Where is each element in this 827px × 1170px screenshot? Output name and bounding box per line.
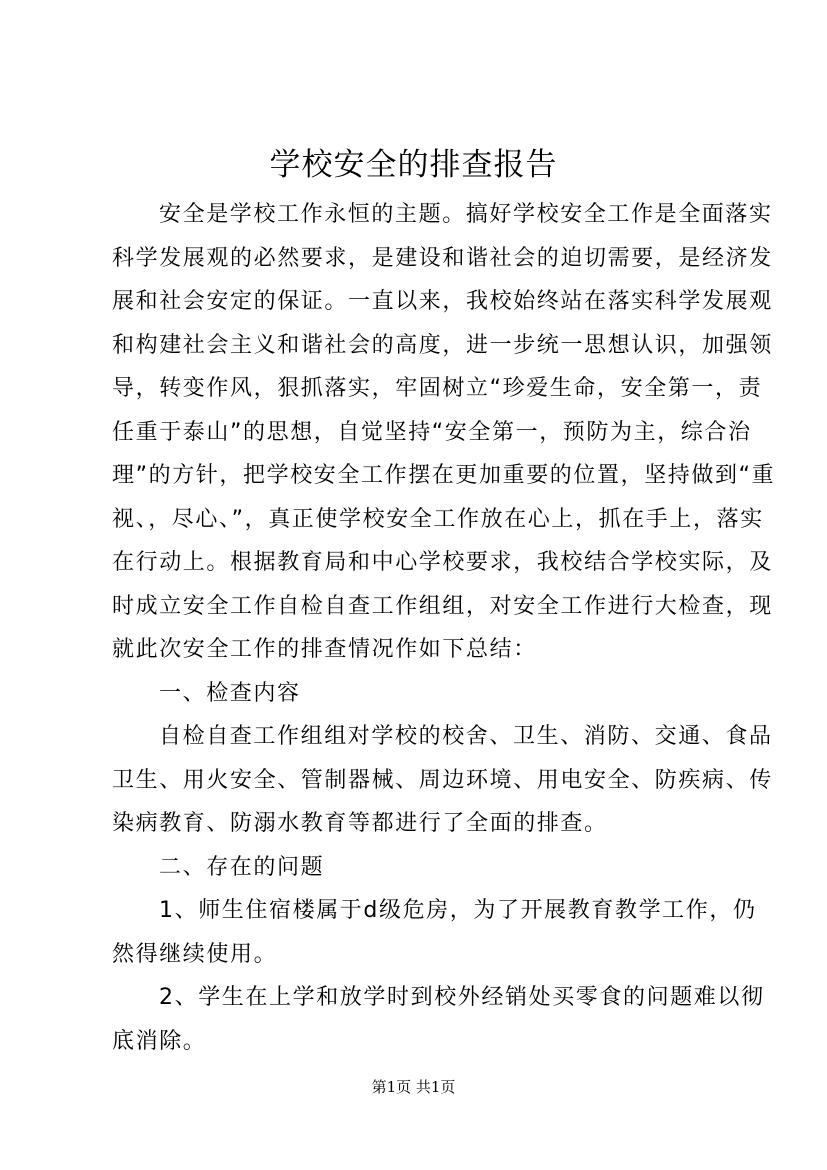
section-heading: 一、检查内容 <box>159 680 301 706</box>
section-heading: 二、存在的问题 <box>159 854 325 880</box>
text-line: 任重于泰山”的思想，自觉坚持“安全第一，预防为主，综合治 <box>112 419 752 445</box>
text-line: 1、师生住宿楼属于d级危房，为了开展教育教学工作，仍 <box>159 898 757 923</box>
text-line: 然得继续使用。 <box>112 941 278 967</box>
paragraph-problem-1 <box>112 889 757 976</box>
text-line: 染病教育、防溺水教育等都进行了全面的排查。 <box>112 811 608 836</box>
text-line: 就此次安全工作的排查情况作如下总结： <box>112 637 537 662</box>
paragraph-problem-2 <box>112 976 765 1063</box>
text-line: 自检自查工作组组对学校的校舍、卫生、消防、交通、食品 <box>159 724 773 749</box>
paragraph-inspection-scope <box>112 715 773 846</box>
text-line: 2、学生在上学和放学时到校外经销处买零食的问题难以彻 <box>159 985 765 1010</box>
paragraph-intro <box>112 193 776 672</box>
text-line: 安全是学校工作永恒的主题。搞好学校安全工作是全面落实 <box>159 202 773 227</box>
page-footer: 第1页 共1页 <box>371 1078 456 1096</box>
text-line: 时成立安全工作自检自查工作组组，对安全工作进行大检查，现 <box>112 593 773 619</box>
section-heading-inspection-content <box>112 672 724 716</box>
text-line: 在行动上。根据教育局和中心学校要求，我校结合学校实际，及 <box>112 550 773 575</box>
text-line: 卫生、用火安全、管制器械、周边环境、用电安全、防疾病、传 <box>112 767 773 793</box>
document-body <box>112 193 776 1063</box>
text-line: 和构建社会主义和谐社会的高度，进一步统一思想认识，加强领 <box>112 332 773 358</box>
text-line: 视、，尽心、”，真正使学校安全工作放在心上，抓在手上，落实 <box>112 506 764 532</box>
text-line: 理”的方针，把学校安全工作摆在更加重要的位置，坚持做到“重 <box>112 463 776 488</box>
text-line: 导，转变作风，狠抓落实，牢固树立“珍爱生命，安全第一，责 <box>112 376 763 401</box>
text-line: 展和社会安定的保证。一直以来，我校始终站在落实科学发展观 <box>112 289 773 314</box>
section-heading-existing-problems <box>112 846 724 890</box>
text-line: 科学发展观的必然要求，是建设和谐社会的迫切需要，是经济发 <box>112 245 773 271</box>
document-title: 学校安全的排查报告 <box>269 147 558 183</box>
text-line: 底消除。 <box>112 1028 207 1054</box>
